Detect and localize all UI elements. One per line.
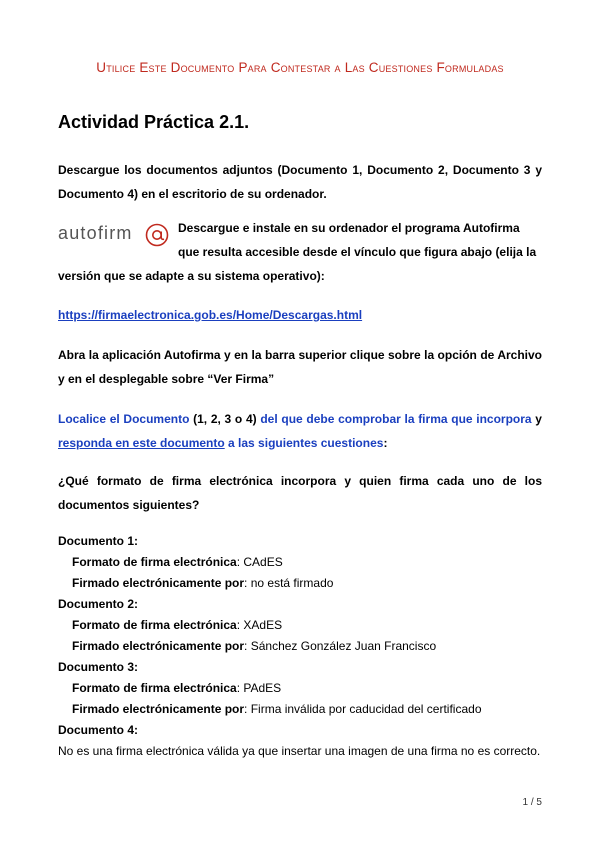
document-1-label: Documento 1:: [58, 534, 139, 548]
instruction-download: Descargue los documentos adjuntos (Documento 1, Documento 2, Documento 3 y Documento 4) en el escritorio de su ordenador.: [58, 163, 542, 201]
document-2-label: Documento 2:: [58, 597, 139, 611]
document-4-text: No es una firma electrónica válida ya que insertar una imagen de una firma no es correcto.: [58, 744, 541, 758]
answers-list: [58, 531, 542, 762]
instruction-install-line1: Descargue e instale en su ordenador el programa Autofirma: [178, 221, 520, 235]
autofirma-logo-text: autofirm: [58, 223, 133, 243]
document-3-format: Formato de firma electrónica: PAdES: [72, 681, 282, 695]
document-2-format: Formato de firma electrónica: XAdES: [72, 618, 283, 632]
instruction-locate: Localice el Documento (1, 2, 3 o 4) del que debe comprobar la firma que incorpora y responda en este documento a las siguientes cuestiones:: [58, 412, 542, 450]
document-1-format: Formato de firma electrónica: CAdES: [72, 555, 283, 569]
respond-link[interactable]: responda en este documento: [58, 436, 225, 450]
instruction-install-line3: versión que se adapte a su sistema operativo):: [58, 269, 325, 283]
instruction-install-line2: que resulta accesible desde el vínculo que figura abajo (elija la: [178, 245, 537, 259]
activity-title: Actividad Práctica 2.1.: [58, 112, 250, 132]
document-1-signer: Firmado electrónicamente por: no está firmado: [72, 576, 334, 590]
page-number: 1 / 5: [522, 797, 542, 808]
document-4-label: Documento 4:: [58, 723, 139, 737]
question: ¿Qué formato de firma electrónica incorpora y quien firma cada uno de los documentos siguientes?: [58, 474, 542, 512]
instruction-open-app: Abra la aplicación Autofirma y en la barra superior clique sobre la opción de Archivo y en el desplegable sobre “Ver Firma”: [58, 348, 542, 386]
document-3-label: Documento 3:: [58, 660, 139, 674]
at-symbol-icon: [144, 222, 170, 248]
document-2-signer: Firmado electrónicamente por: Sánchez González Juan Francisco: [72, 639, 437, 653]
document-3-signer: Firmado electrónicamente por: Firma inválida por caducidad del certificado: [72, 702, 482, 716]
download-link[interactable]: https://firmaelectronica.gob.es/Home/Descargas.html: [58, 308, 363, 322]
page-header: Utilice Este Documento Para Contestar a Las Cuestiones Formuladas: [96, 60, 504, 75]
autofirma-logo: [58, 220, 170, 248]
